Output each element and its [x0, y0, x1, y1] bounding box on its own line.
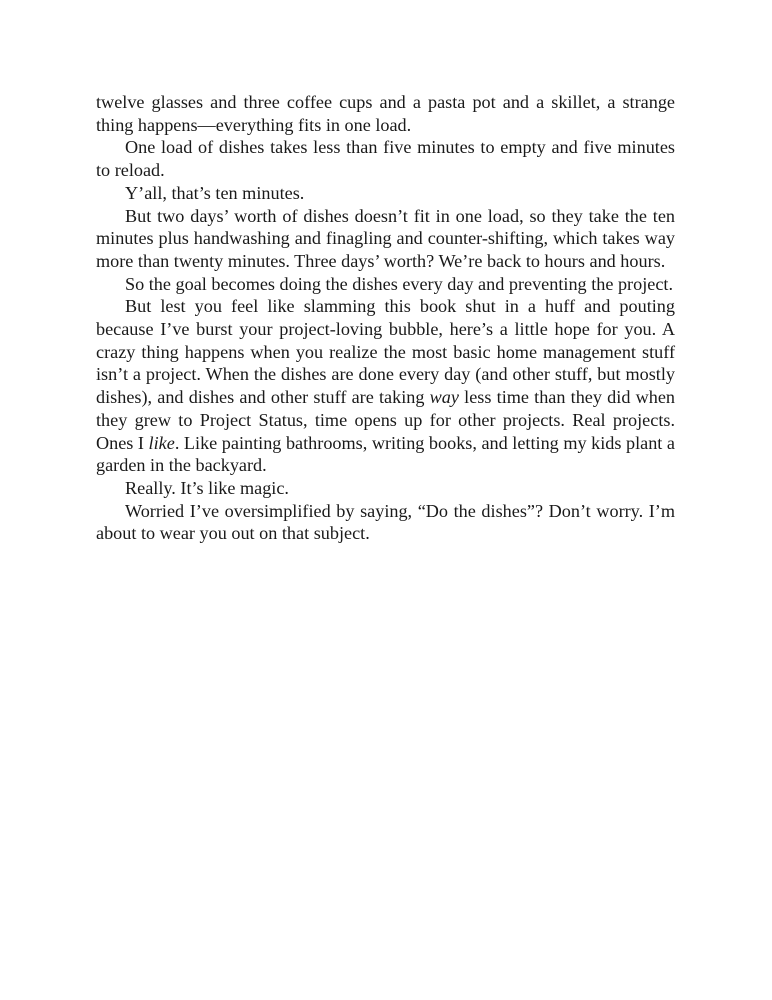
paragraph — [96, 182, 675, 205]
paragraph — [96, 205, 675, 273]
paragraph-text: Really. It’s like magic. — [125, 477, 289, 498]
paragraph-text: twelve glasses and three coffee cups and a pasta pot and a skillet, a strange thing happens—everything fits in one load. — [96, 92, 675, 135]
paragraph — [96, 295, 675, 477]
paragraph — [96, 500, 675, 545]
paragraph-text: But lest you feel like slamming this book shut in a huff and pouting because I’ve burst your project-loving bubble, here’s a little hope for you. A crazy thing happens when you realize the most basic home management stuff isn’t a project. When the dishes are done every day (and other stuff, but mostly dishes), and dishes and other stuff are taking — [96, 296, 675, 408]
paragraph — [96, 477, 675, 500]
paragraph-text: less time than they did when they grew to Project Status, time opens up for other projects. Real projects. Ones I — [96, 387, 675, 453]
paragraph-text: But two days’ worth of dishes doesn’t fit in one load, so they take the ten minutes plus handwashing and finagling and counter-shifting, which takes way more than twenty minutes. Three days’ worth? We’re back to hours and hours. — [96, 205, 675, 271]
book-page-body — [96, 91, 675, 545]
paragraph — [96, 136, 675, 181]
paragraph-text: One load of dishes takes less than five minutes to empty and five minutes to reload. — [96, 137, 675, 181]
paragraph — [96, 273, 675, 296]
paragraph — [96, 91, 675, 136]
paragraph-text: . Like painting bathrooms, writing books, and letting my kids plant a garden in the backyard. — [96, 432, 675, 476]
emphasis-text: like — [148, 432, 175, 453]
emphasis-text: way — [429, 387, 459, 408]
paragraph-text: Y’all, that’s ten minutes. — [125, 182, 305, 203]
paragraph-text: So the goal becomes doing the dishes every day and preventing the project. — [125, 273, 673, 294]
paragraph-text: Worried I’ve oversimplified by saying, “Do the dishes”? Don’t worry. I’m about to wear you out on that subject. — [96, 500, 675, 544]
